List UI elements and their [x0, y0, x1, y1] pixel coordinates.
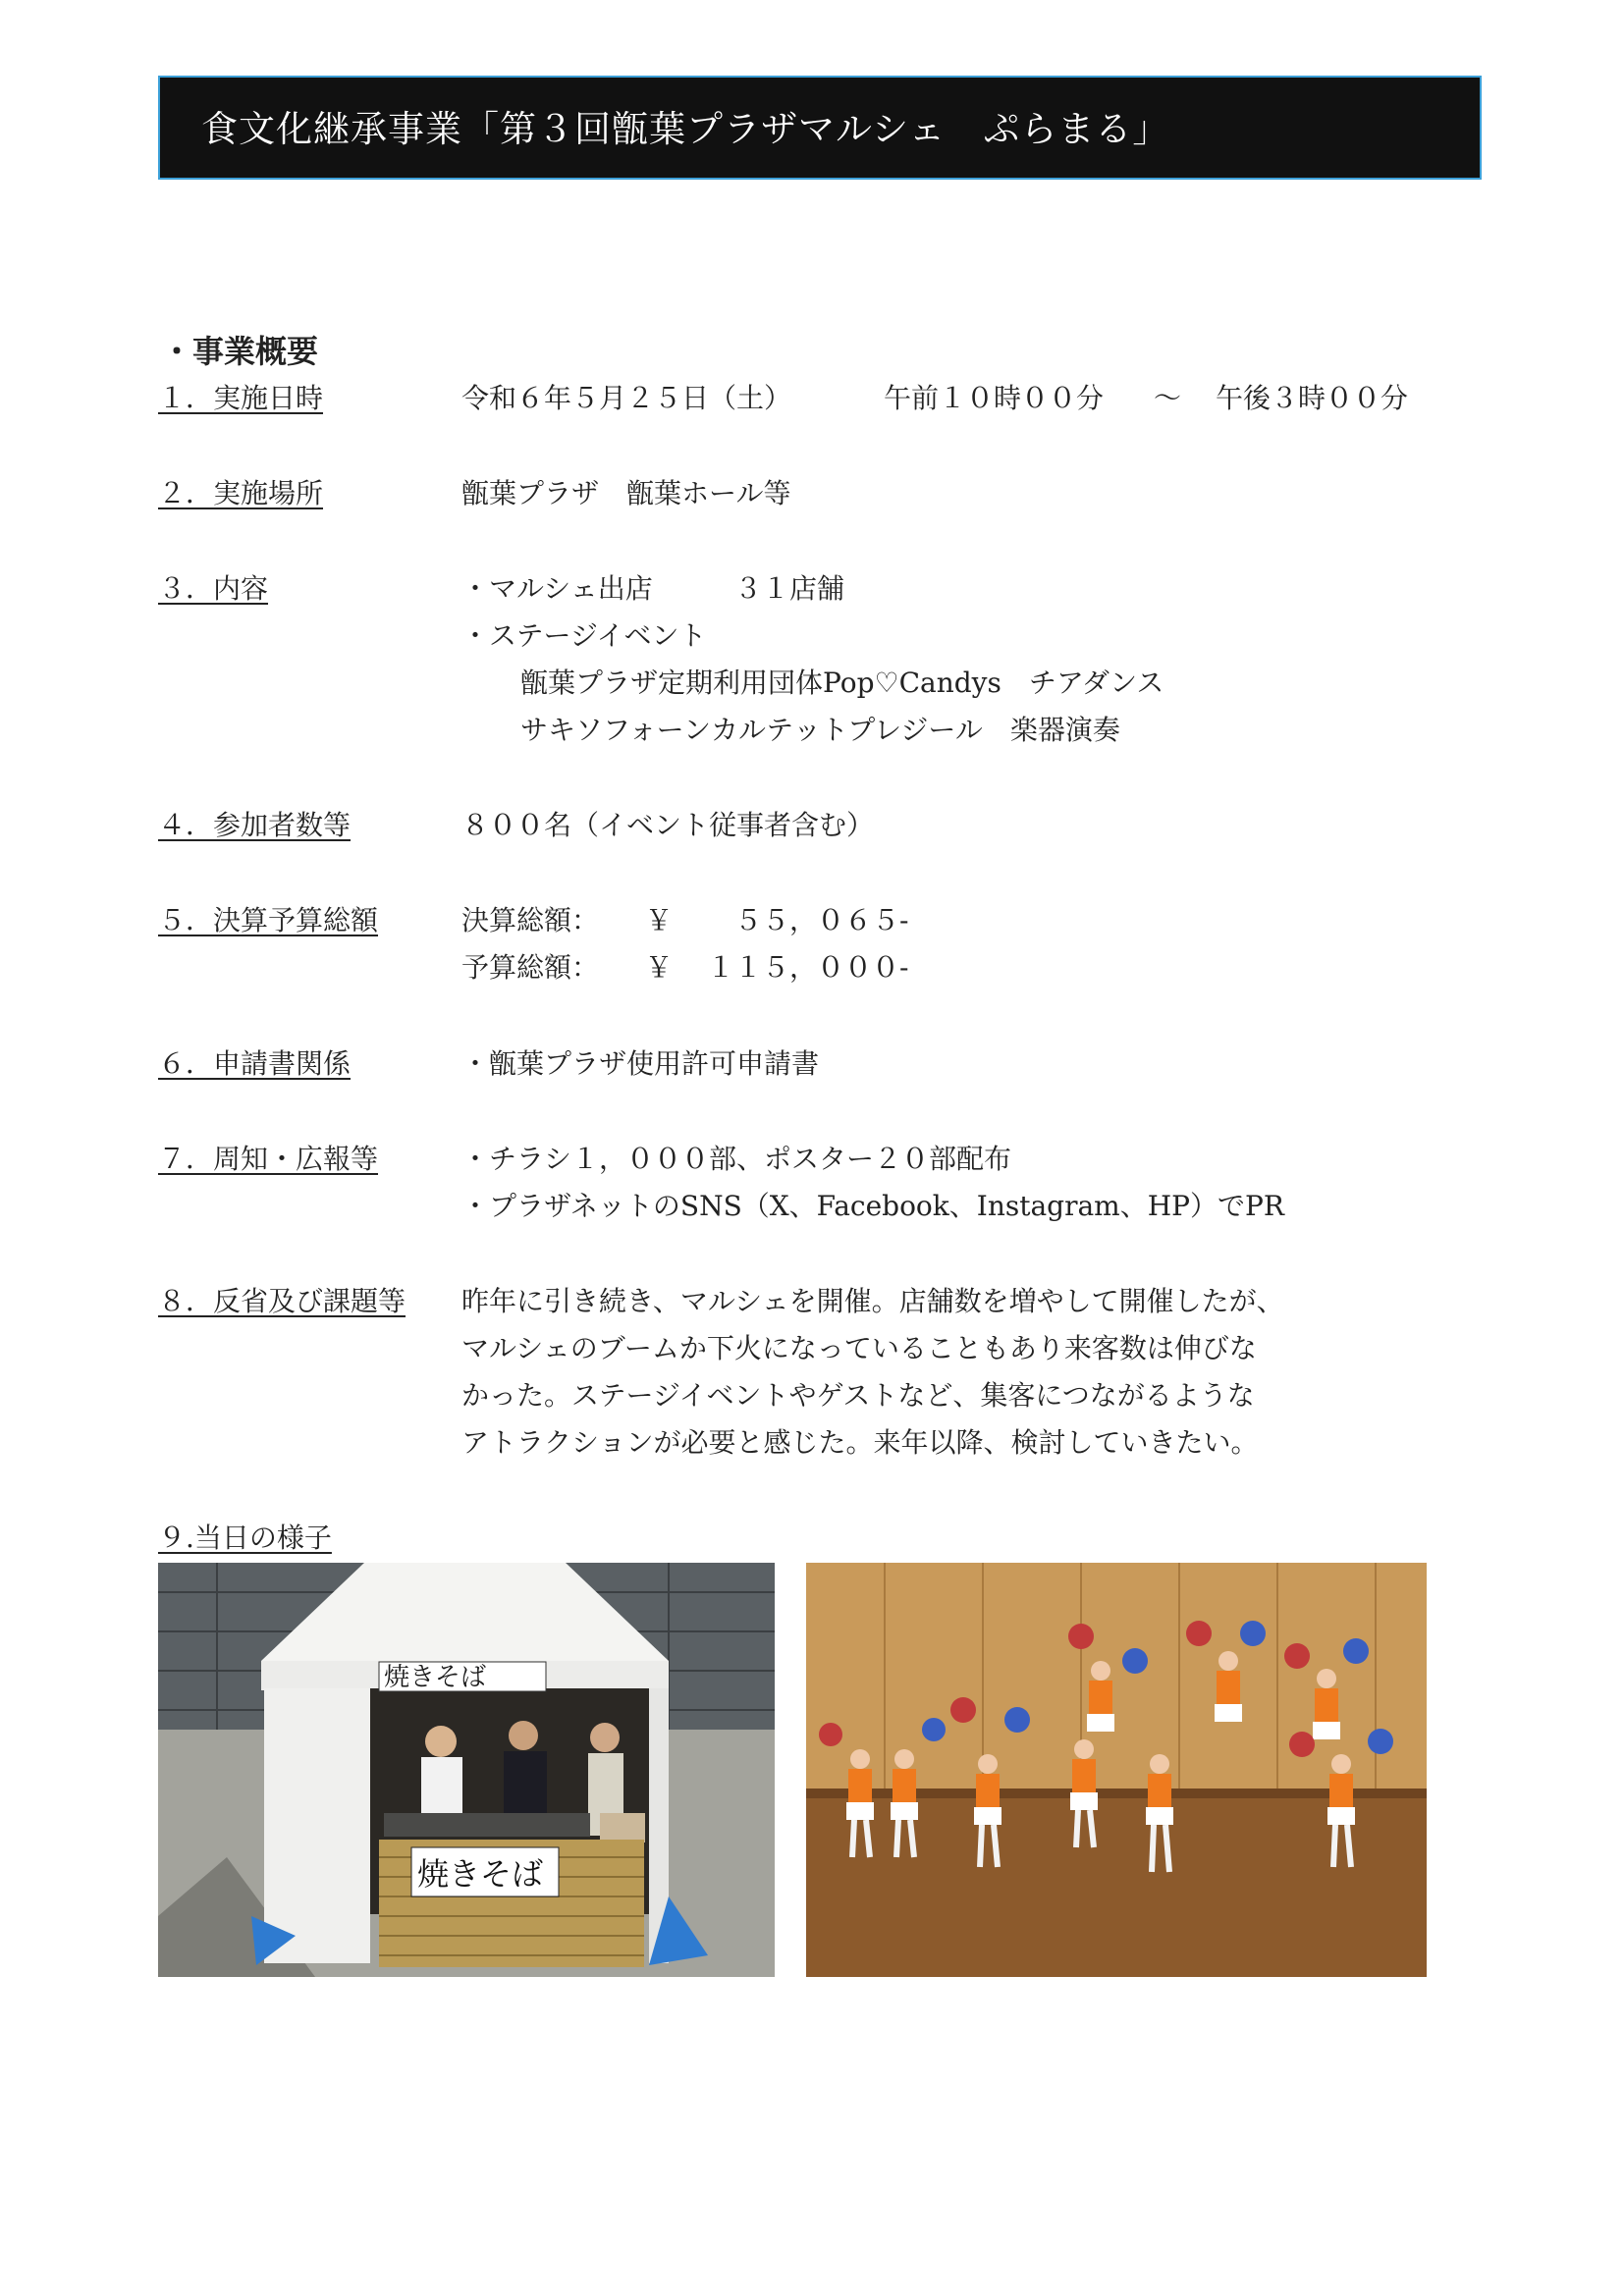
item-label-participants: ４．参加者数等	[158, 809, 352, 841]
yakisoba-tent-illustration	[158, 1563, 775, 1977]
item-content-cheer: 甑葉プラザ定期利用団体Pop♡Candys チアダンス	[520, 667, 1164, 699]
item-budget-settled-amount: ５５，０６５-	[734, 904, 909, 936]
page-title: 食文化継承事業「第３回甑葉プラザマルシェ ぷらまる」	[201, 108, 1170, 150]
item-budget-planned-amount: １１５，０００-	[707, 951, 909, 984]
item-date-tilde: 〜	[1154, 382, 1182, 414]
item-budget-settled-label: 決算総額：	[461, 904, 600, 936]
item-label-content: ３．内容	[158, 572, 269, 605]
item-budget-planned-label: 予算総額：	[461, 951, 600, 984]
item-label-publicity: ７．周知・広報等	[158, 1143, 379, 1175]
item-reflection-line-2: マルシェのブームか下火になっていることもあり来客数は伸びな	[461, 1332, 1257, 1364]
item-content-shops: ３１店舗	[734, 572, 845, 605]
item-label-place: ２．実施場所	[158, 477, 324, 509]
item-publicity-sns: ・プラザネットのSNS（X、Facebook、Instagram、HP）でPR	[461, 1190, 1284, 1222]
cheer-dance-illustration	[806, 1563, 1427, 1977]
item-reflection-line-3: かった。ステージイベントやゲストなど、集客につながるような	[461, 1379, 1255, 1412]
item-budget-settled-yen: ￥	[645, 904, 674, 936]
item-label-photos: ９.当日の様子	[158, 1522, 332, 1554]
item-label-application: ６．申請書関係	[158, 1047, 352, 1080]
tent-sign-top: 焼きそば	[384, 1663, 487, 1692]
item-budget-planned-yen: ￥	[645, 951, 674, 984]
item-participants-value: ８００名（イベント従事者含む）	[461, 809, 875, 841]
item-content-sax: サキソフォーンカルテットプレジール 楽器演奏	[520, 714, 1120, 746]
item-date-start: 午前１０時００分	[884, 382, 1105, 414]
photo-yakisoba-tent	[158, 1563, 775, 1977]
section-heading: ・事業概要	[161, 333, 319, 370]
item-date-end: 午後３時００分	[1216, 382, 1409, 414]
item-application-value: ・甑葉プラザ使用許可申請書	[461, 1047, 820, 1080]
counter-sign: 焼きそば	[417, 1855, 544, 1893]
item-publicity-flyers: ・チラシ１，０００部、ポスター２０部配布	[461, 1143, 1012, 1175]
item-label-date: １．実施日時	[158, 382, 324, 414]
item-date-value: 令和６年５月２５日（土）	[461, 382, 792, 414]
title-bar	[158, 76, 1482, 180]
item-content-marche: ・マルシェ出店	[461, 572, 653, 605]
item-label-reflection: ８．反省及び課題等	[158, 1285, 406, 1317]
item-reflection-line-4: アトラクションが必要と感じた。来年以降、検討していきたい。	[461, 1426, 1259, 1459]
item-reflection-line-1: 昨年に引き続き、マルシェを開催。店舗数を増やして開催したが、	[461, 1285, 1284, 1317]
item-content-stage: ・ステージイベント	[461, 619, 707, 652]
item-place-value: 甑葉プラザ 甑葉ホール等	[461, 477, 791, 509]
photo-cheer-dance	[806, 1563, 1427, 1977]
item-label-budget: ５．決算予算総額	[158, 904, 379, 936]
